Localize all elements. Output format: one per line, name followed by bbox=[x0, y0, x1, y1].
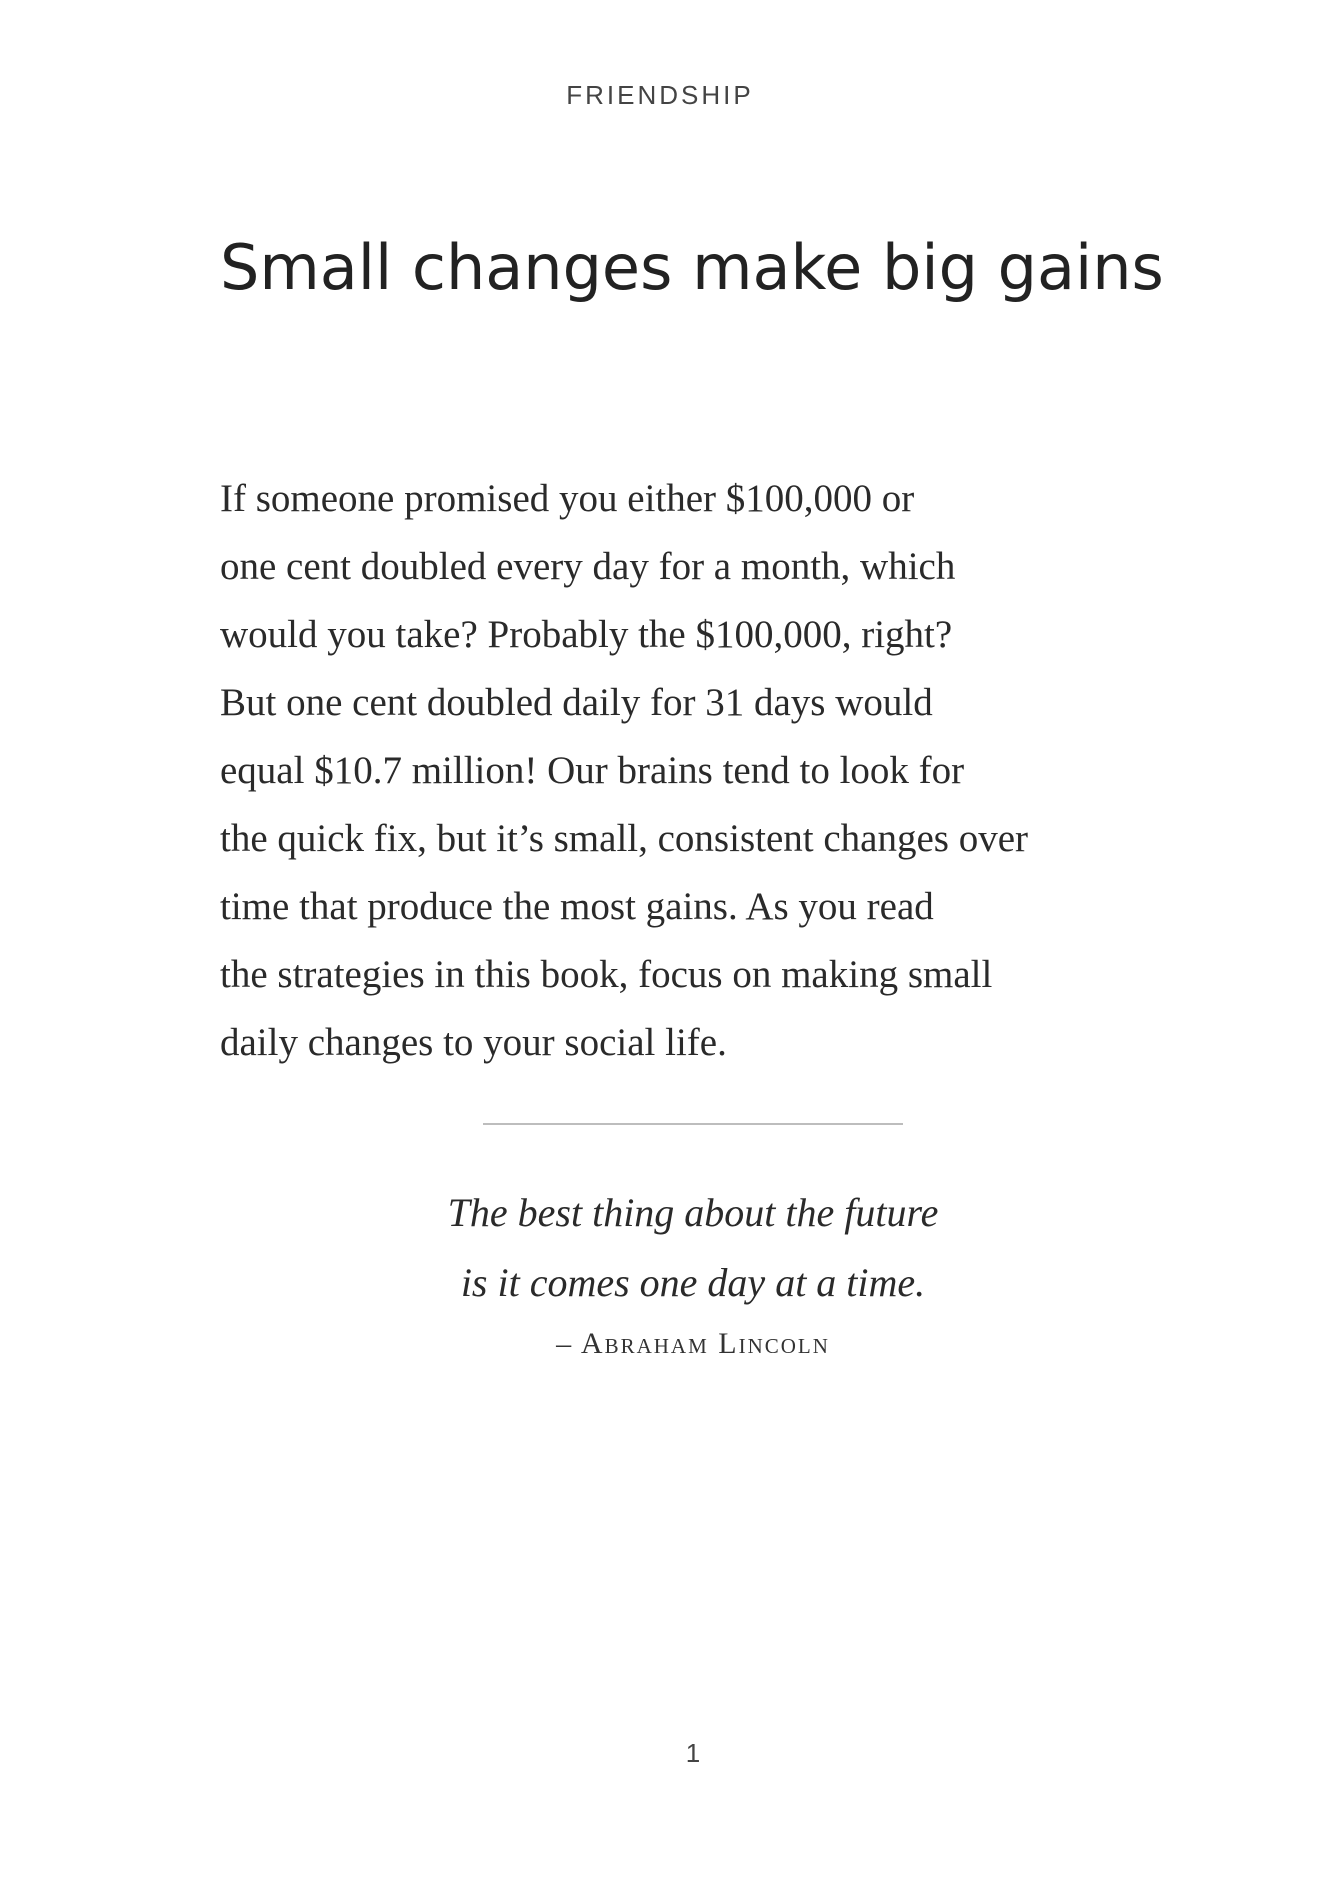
page-number: 1 bbox=[685, 1738, 701, 1768]
quote-line: The best thing about the future bbox=[447, 1190, 939, 1235]
running-head: FRIENDSHIP bbox=[566, 80, 754, 110]
body-line: would you take? Probably the $100,000, right? bbox=[220, 613, 953, 656]
section-divider bbox=[483, 1123, 903, 1125]
body-line: the strategies in this book, focus on making small bbox=[220, 953, 993, 996]
pull-quote bbox=[0, 1178, 1320, 1318]
body-line: But one cent doubled daily for 31 days would bbox=[220, 681, 933, 724]
body-line: equal $10.7 million! Our brains tend to look for bbox=[220, 749, 965, 792]
quote-attribution: – Abraham Lincoln bbox=[556, 1327, 830, 1360]
quote-line: is it comes one day at a time. bbox=[460, 1260, 926, 1305]
body-line: the quick fix, but it’s small, consistent changes over bbox=[220, 817, 1029, 860]
body-line: daily changes to your social life. bbox=[220, 1021, 727, 1064]
page-title: Small changes make big gains bbox=[220, 231, 1164, 304]
body-line: time that produce the most gains. As you read bbox=[220, 885, 934, 928]
body-line: one cent doubled every day for a month, which bbox=[220, 545, 956, 588]
body-paragraph bbox=[220, 465, 1140, 1077]
body-line: If someone promised you either $100,000 or bbox=[220, 477, 915, 520]
